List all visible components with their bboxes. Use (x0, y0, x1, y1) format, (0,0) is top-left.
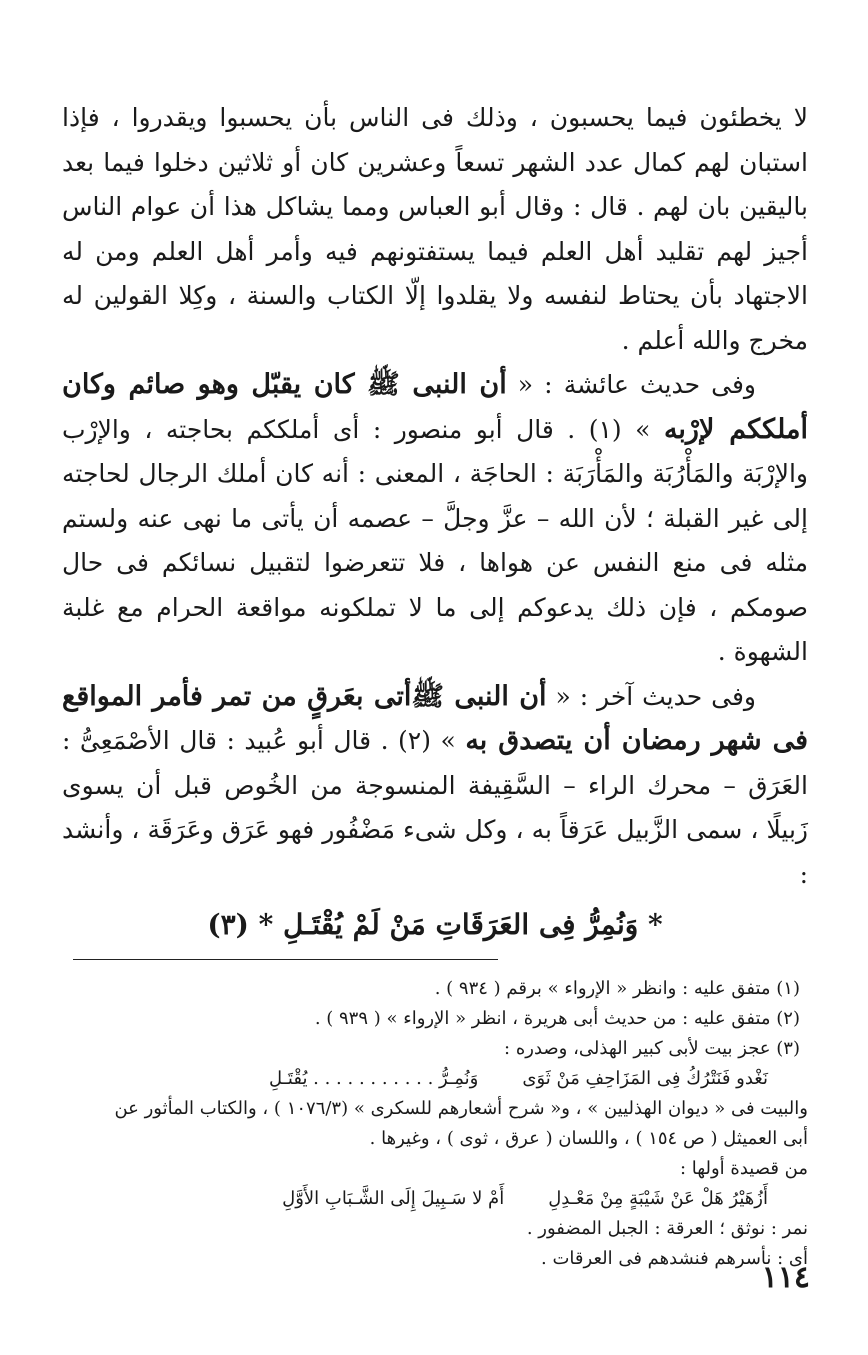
main-text (62, 96, 808, 897)
page-number: ١١٤ (761, 1260, 810, 1295)
footnote-3-poem-intro: من قصيدة أولها : (679, 1158, 808, 1179)
footnote-3-verse (62, 1064, 808, 1094)
footnote-3-poem-verse (62, 1184, 808, 1214)
hadith-araq-text: أن النبى ﷺأتى بعَرقٍ من تمر فأمر المواقع فى شهر رمضان أن يتصدق به (62, 680, 808, 756)
footnote-3-source-line-1: والبيت فى « ديوان الهذليين » ، و« شرح أشعارهم للسكرى » (١٠٧٦/٣ ) ، والكتاب المأثور عن (114, 1098, 808, 1119)
hadith-aisha-text: أن النبى ﷺ كان يقبّل وهو صائم وكان أملككم لإرْبه (62, 369, 808, 445)
footnote-3-gloss-1: نمر : نوثق ؛ العرقة : الجبل المضفور . (526, 1218, 808, 1239)
quoted-verse: * وَنُمِرُّ فِى العَرَقَاتِ مَنْ لَمْ يُقْتَـلِ * (٣) (207, 908, 663, 941)
footnotes (62, 974, 808, 1274)
paragraph-2-rest: » (١) . قال أبو منصور : أى أملككم بحاجته ، والإرْب والإرْبَة والمَأْرُبَة والمَأْرَبَة : الحاجَة ، المعنى : أنه كان أملك الرجال لحاجته إلى غير القبلة ؛ لأن الله – عزَّ وجلَّ – عصمه أن يأتى ما نهى عنه ولستم مثله فى منع النفس عن هواها ، فلا تتعرضوا لتقبيل نسائكم فى حال صومكم ، فإن ذلك يدعوكم إلى ما لا تملكونه مواقعة الحرام مع غلبة الشهوة . (62, 414, 808, 666)
footnote-3-verse-second-half: وَنُمِـرُّ . . . . . . . . . . . يُقْتَـلِ (269, 1068, 479, 1089)
paragraph-3-rest: » (٢) . قال أبو عُبيد : قال الأصْمَعِىُّ : العَرَق – محرك الراء – السَّقِيفة المنسوجة من الخُوص قبل أن يسوى زَبيلًا ، سمى الزَّبيل عَرَقاً به ، وكل شىء مَضْفُور فهو عَرَق وعَرَقَة ، وأنشد : (62, 726, 808, 889)
footnote-3-source-line-2: أبى العميثل ( ص ١٥٤ ) ، واللسان ( عرق ، ثوى ) ، وغيرها . (369, 1128, 808, 1149)
poem-verse-second-half: أَمْ لا سَـبِيلَ إِلَى الشَّـبَابِ الأَوَّلِ (282, 1188, 505, 1209)
footnote-separator (73, 959, 498, 960)
footnote-3-gloss-2: أى : نأسرهم فنشدهم فى العرقات . (541, 1248, 808, 1269)
poem-verse-first-half: أَزُهَيْرُ هَلْ عَنْ شَيْبَةٍ مِنْ مَعْـدِلِ (548, 1188, 768, 1209)
paragraph-2-intro: وفى حديث عائشة : « (506, 370, 756, 399)
footnote-3: (٣) عجز بيت لأبى كبير الهذلى، وصدره : (504, 1038, 800, 1059)
paragraph-1: لا يخطئون فيما يحسبون ، وذلك فى الناس بأن يحسبوا ويقدروا ، فإذا استبان لهم كمال عدد الشهر تسعاً وعشرين كان أو ثلاثين دخلوا فيما بعد باليقين بان لهم . قال : وقال أبو العباس ومما يشاكل هذا أن عوام الناس أجيز لهم تقليد أهل العلم فيما يستفتونهم فيه وأمر أهل العلم ومن له الاجتهاد بأن يحتاط لنفسه ولا يقلدوا إلّا الكتاب والسنة ، وكِلا القولين له مخرج والله أعلم . (62, 103, 808, 355)
footnote-3-verse-first-half: نَغْدو فَنَتْرُكُ فِى المَزَاحِفِ مَنْ ثَوَى (522, 1068, 768, 1089)
paragraph-3 (62, 675, 808, 898)
footnote-2: (٢) متفق عليه : من حديث أبى هريرة ، انظر « الإرواء » ( ٩٣٩ ) . (314, 1008, 800, 1029)
paragraph-3-intro: وفى حديث آخر : « (546, 681, 756, 711)
paragraph-2 (62, 363, 808, 675)
footnote-1: (١) متفق عليه : وانظر « الإرواء » برقم ( ٩٣٤ ) . (434, 978, 800, 999)
